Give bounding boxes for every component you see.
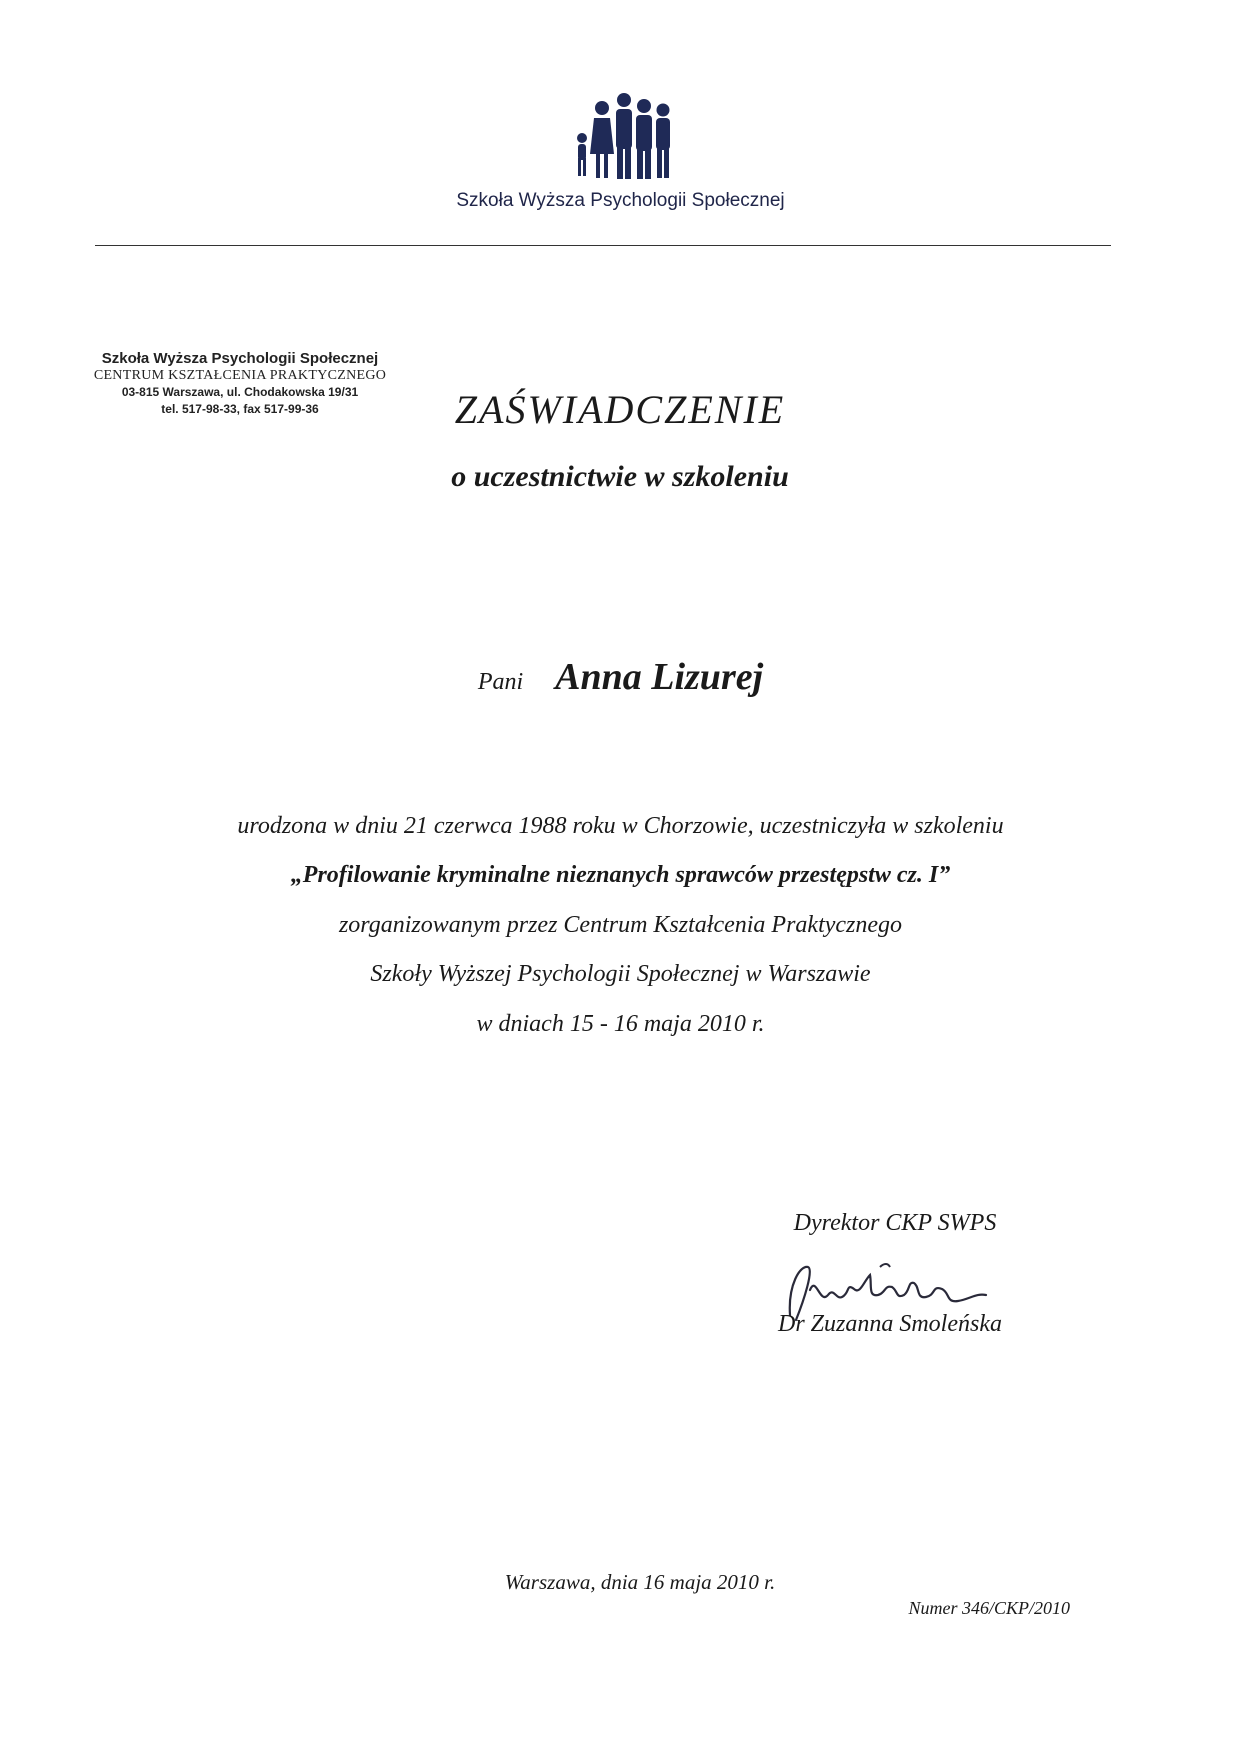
certificate-title: ZAŚWIADCZENIE (454, 387, 786, 432)
stamp-line-2: CENTRUM KSZTAŁCENIA PRAKTYCZNEGO (93, 368, 387, 383)
recipient-name: Anna Lizurej (555, 656, 764, 698)
stamp-line-4: tel. 517-98-33, fax 517-99-36 (161, 402, 319, 416)
body-line-dates: w dniach 15 - 16 maja 2010 r. (476, 1011, 765, 1037)
certificate-subtitle: o uczestnictwie w szkoleniu (451, 460, 789, 493)
signatory-name: Dr Zuzanna Smoleńska (777, 1311, 1002, 1337)
body-line-school: Szkoły Wyższej Psychologii Społecznej w Warszawie (370, 961, 871, 987)
certificate-number: Numer 346/CKP/2010 (908, 1598, 1070, 1618)
recipient (0, 655, 1241, 699)
body-line-birth: urodzona w dniu 21 czerwca 1988 roku w Chorzowie, uczestniczyła w szkoleniu (237, 813, 1004, 839)
family-silhouette-icon (570, 92, 680, 182)
org-header: Szkoła Wyższa Psychologii Społecznej (456, 190, 785, 211)
header-divider (95, 245, 1111, 246)
signatory-title: Dyrektor CKP SWPS (793, 1210, 997, 1236)
stamp-line-3: 03-815 Warszawa, ul. Chodakowska 19/31 (121, 385, 359, 399)
salutation: Pani (477, 669, 524, 695)
body-line-course: „Profilowanie kryminalne nieznanych sprawców przestępstw cz. I” (290, 862, 951, 888)
stamp-line-1: Szkoła Wyższa Psychologii Społecznej (101, 350, 379, 367)
body-line-organizer: zorganizowanym przez Centrum Kształcenia Praktycznego (338, 912, 903, 938)
place-and-date: Warszawa, dnia 16 maja 2010 r. (504, 1570, 776, 1594)
